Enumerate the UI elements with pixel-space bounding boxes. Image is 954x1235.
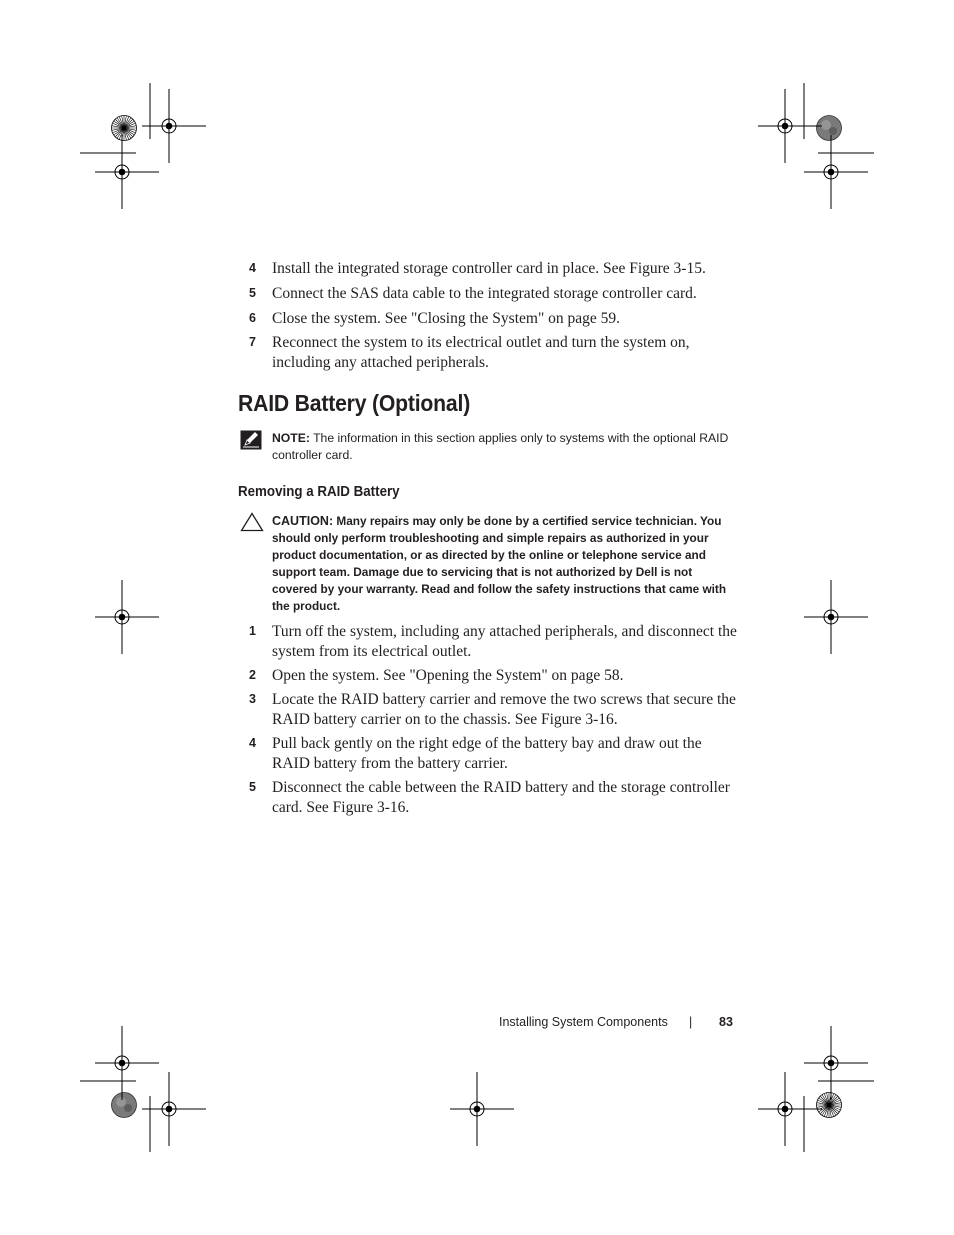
caution-block: [272, 513, 732, 615]
step-text: Reconnect the system to its electrical outlet and turn the system on, including any attached peripherals.: [272, 334, 690, 371]
step-number: 2: [249, 668, 256, 682]
note-label: NOTE:: [272, 431, 310, 445]
caution-text: Many repairs may only be done by a certified service technician. You should only perform troubleshooting and simple repairs as authorized in your product documentation, or as directed by the online or telephone service and support team. Damage due to servicing that is not authorized by Dell is not covered by your warranty. Read and follow the safety instructions that came with the product.: [272, 514, 727, 613]
subsection-title: Removing a RAID Battery: [238, 484, 400, 500]
caution-label: CAUTION:: [272, 514, 334, 528]
warning-triangle-icon: [240, 512, 264, 532]
section-title: RAID Battery (Optional): [238, 390, 471, 416]
step-number: 4: [249, 261, 256, 275]
step-number: 5: [249, 286, 256, 300]
step-text: Open the system. See "Opening the System" on page 58.: [272, 667, 624, 684]
step-text: Close the system. See "Closing the System" on page 59.: [272, 310, 621, 327]
step-text: Install the integrated storage controller card in place. See Figure 3-15.: [272, 260, 706, 277]
page-number: 83: [719, 1015, 733, 1029]
footer-chapter: Installing System Components: [499, 1015, 668, 1029]
step-number: 5: [249, 780, 256, 794]
step-text: Disconnect the cable between the RAID battery and the storage controller card. See Figure 3-16.: [272, 779, 730, 816]
step-number: 4: [249, 736, 256, 750]
step-text: Pull back gently on the right edge of the battery bay and draw out the RAID battery from the battery carrier.: [272, 735, 702, 772]
step-text: Turn off the system, including any attached peripherals, and disconnect the system from its electrical outlet.: [272, 623, 737, 660]
step-number: 3: [249, 692, 256, 706]
note-block: [272, 430, 742, 464]
footer-separator: |: [689, 1015, 693, 1029]
step-text: Locate the RAID battery carrier and remove the two screws that secure the RAID battery carrier on to the chassis. See Figure 3-16.: [272, 691, 736, 728]
step-text: Connect the SAS data cable to the integrated storage controller card.: [272, 285, 697, 302]
step-number: 7: [249, 335, 256, 349]
step-number: 1: [249, 624, 256, 638]
note-text: The information in this section applies only to systems with the optional RAID controller card.: [272, 431, 729, 462]
pencil-note-icon: [240, 430, 262, 450]
step-number: 6: [249, 311, 256, 325]
